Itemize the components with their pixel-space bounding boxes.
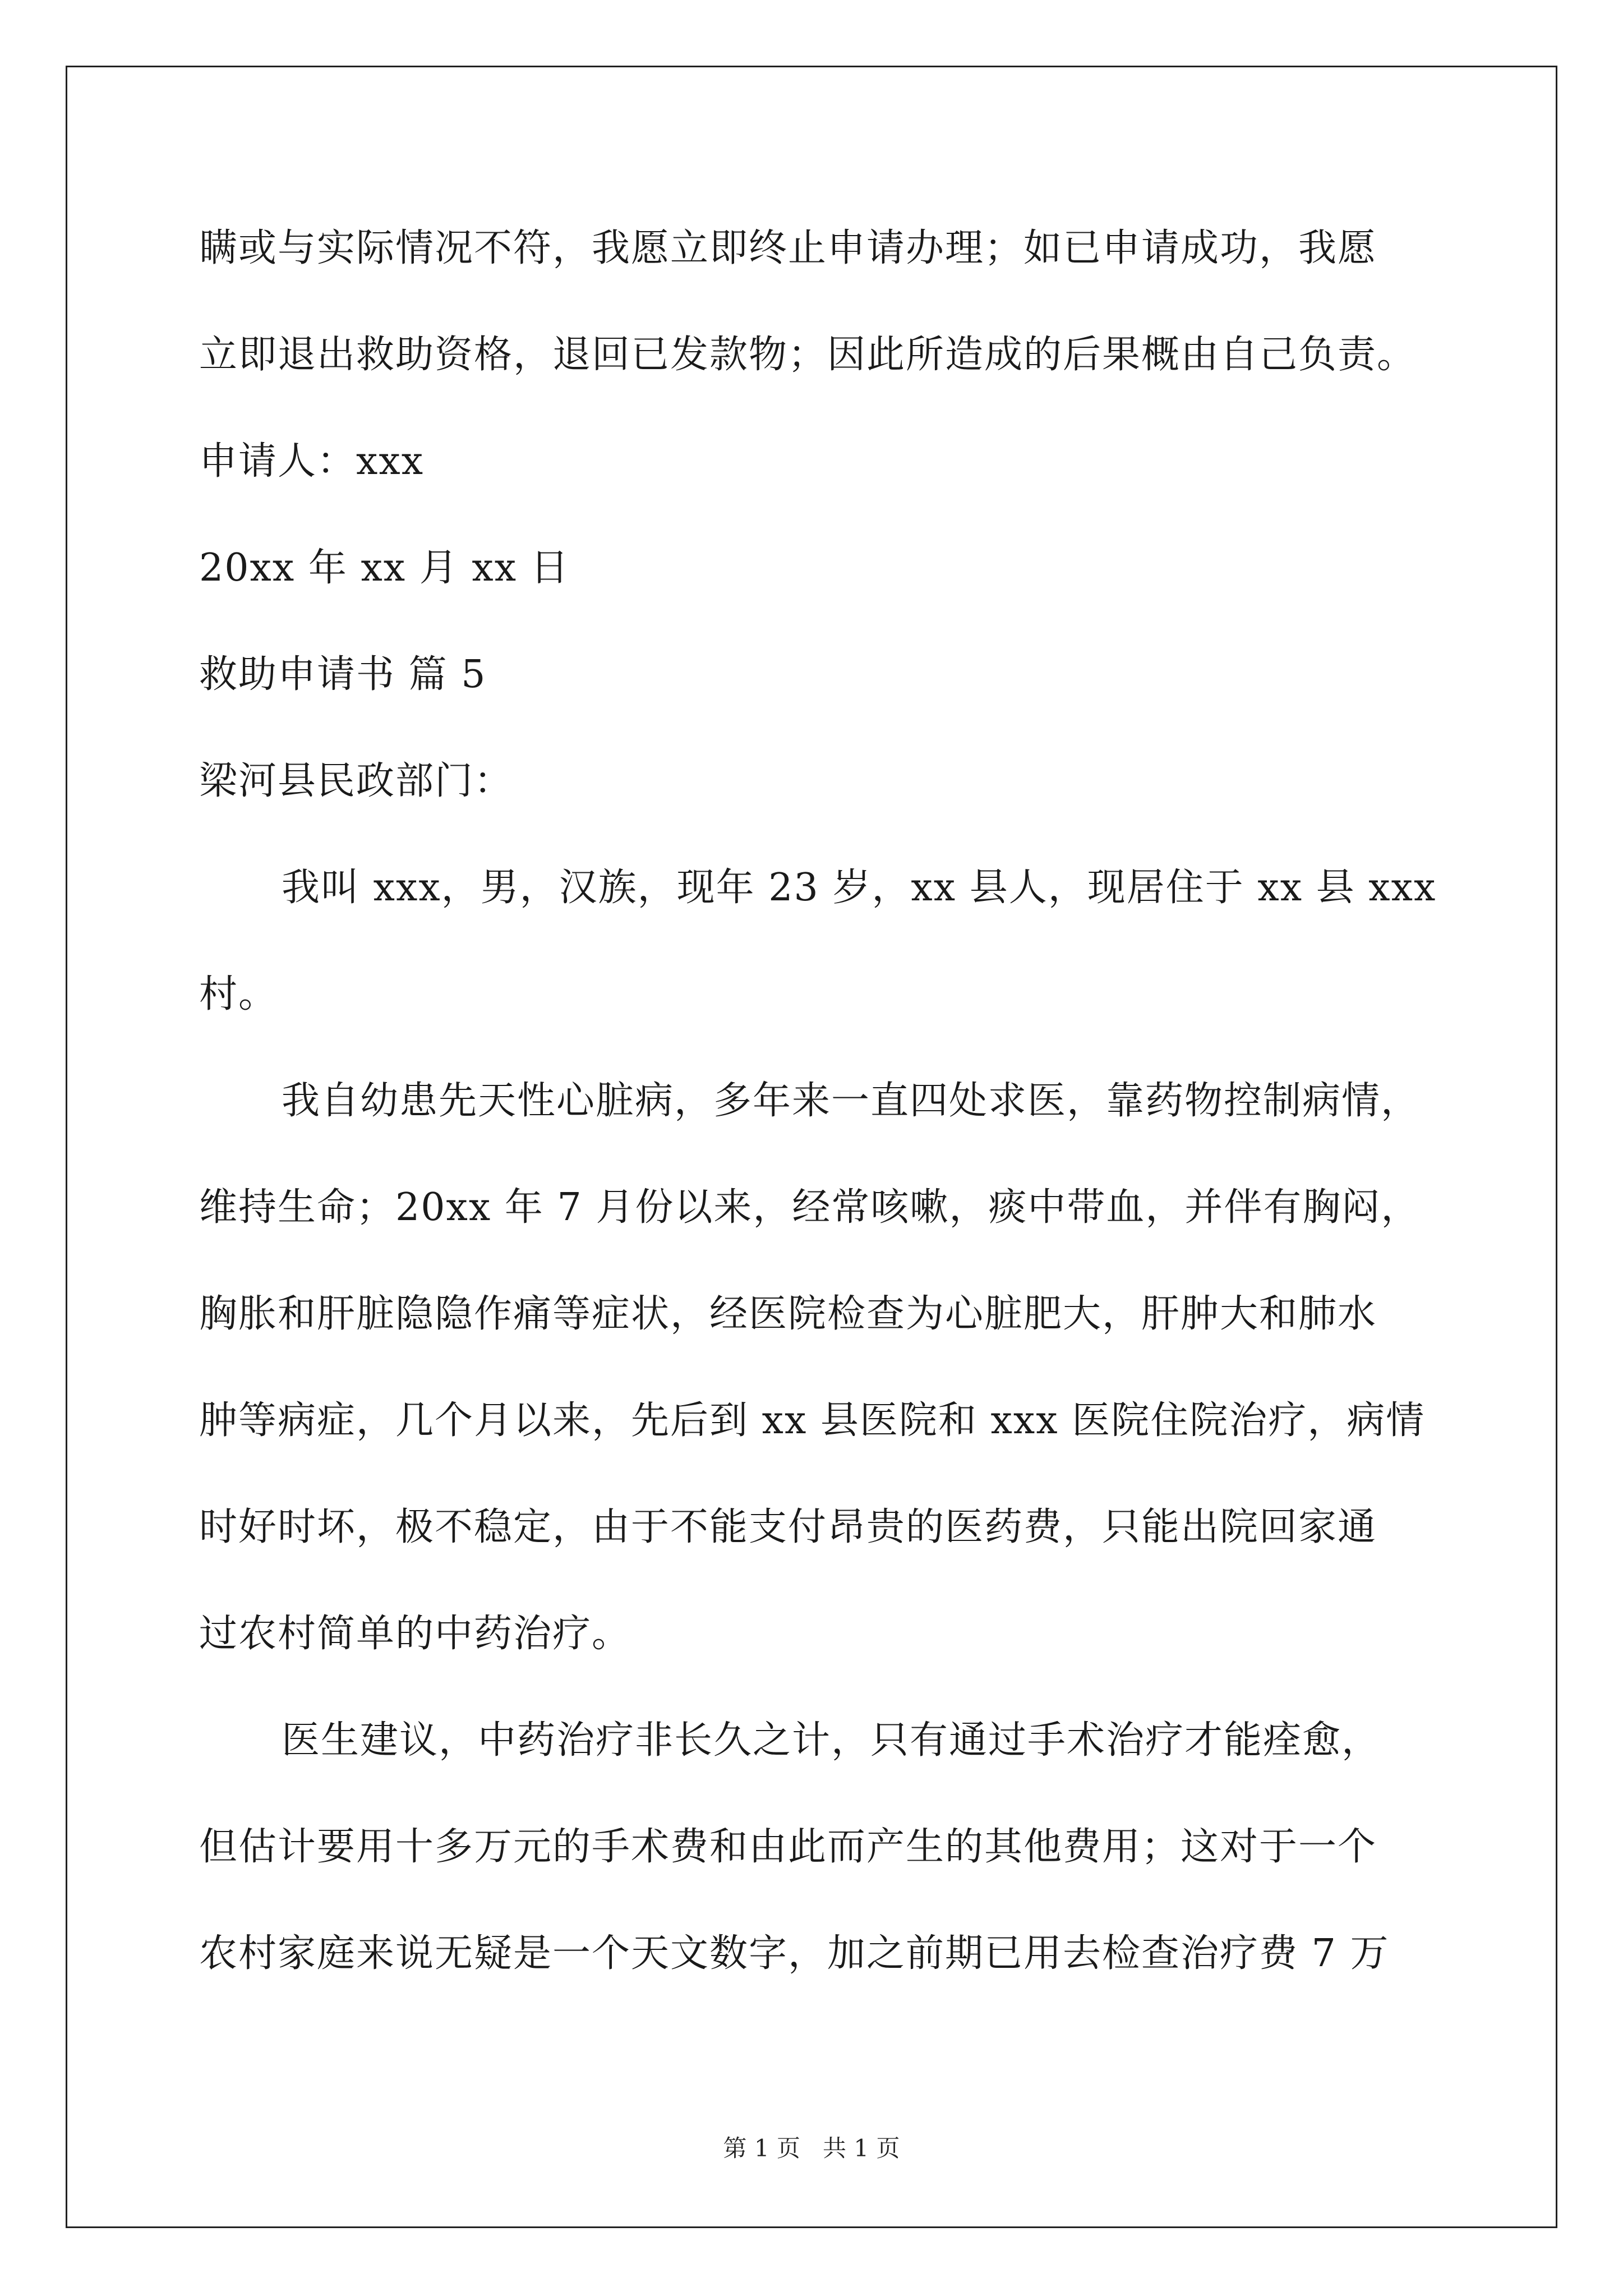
body-line-2: 立即退出救助资格，退回已发款物；因此所造成的后果概由自己负责。: [199, 333, 1417, 377]
body-line-13: 时好时坏，极不稳定，由于不能支付昂贵的医药费，只能出院回家通: [199, 1505, 1377, 1549]
body-line-17: 农村家庭来说无疑是一个天文数字，加之前期已用去检查治疗费 7 万: [199, 1931, 1390, 1976]
body-line-12: 肿等病症，几个月以来，先后到 xx 县医院和 xxx 医院住院治疗，病情: [199, 1398, 1426, 1443]
body-line-1: 瞒或与实际情况不符，我愿立即终止申请办理；如已申请成功，我愿: [199, 226, 1377, 270]
section-title: 救助申请书 篇 5: [199, 652, 487, 697]
page-footer: 第 1 页 共 1 页: [723, 2134, 900, 2162]
body-line-11: 胸胀和肝脏隐隐作痛等症状，经医院检查为心脏肥大，肝肿大和肺水: [199, 1292, 1377, 1336]
body-line-16: 但估计要用十多万元的手术费和由此而产生的其他费用；这对于一个: [199, 1825, 1377, 1869]
body-line-15: 医生建议，中药治疗非长久之计，只有通过手术治疗才能痊愈，: [282, 1718, 1381, 1763]
date-line: 20xx 年 xx 月 xx 日: [199, 546, 570, 590]
page-border: [66, 66, 1557, 2228]
body-line-8: 村。: [199, 972, 278, 1016]
recipient-line: 梁河县民政部门：: [199, 759, 514, 803]
body-line-14: 过农村简单的中药治疗。: [199, 1612, 631, 1656]
body-line-7: 我叫 xxx，男，汉族，现年 23 岁，xx 县人，现居住于 xx 县 xxx: [282, 866, 1437, 910]
body-line-10: 维持生命；20xx 年 7 月份以来，经常咳嗽，痰中带血，并伴有胸闷，: [199, 1185, 1421, 1230]
body-line-9: 我自幼患先天性心脏病，多年来一直四处求医，靠药物控制病情，: [282, 1079, 1421, 1123]
applicant-signature: 申请人：xxx: [199, 439, 425, 484]
